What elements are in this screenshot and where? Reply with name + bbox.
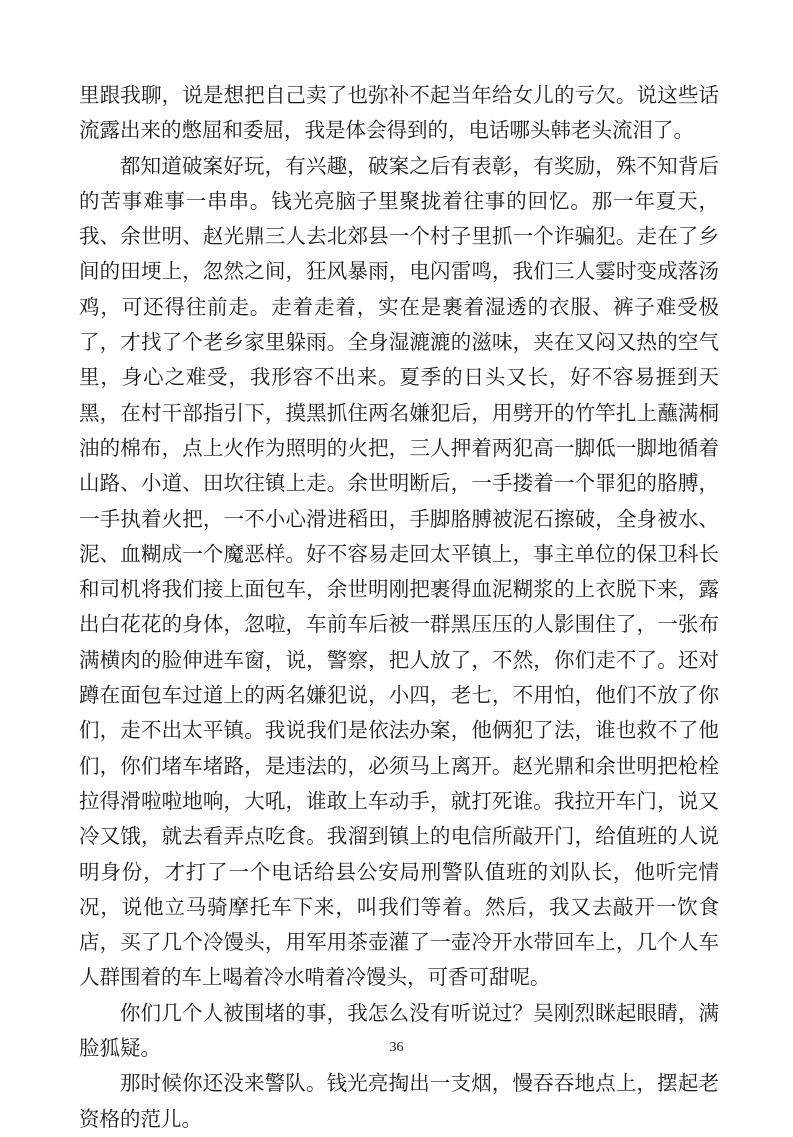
page-number: 36 xyxy=(389,1040,404,1055)
paragraph-1: 里跟我聊，说是想把自己卖了也弥补不起当年给女儿的亏欠。说这些话流露出来的憋屈和委屈，我是体会得到的，电话哪头韩老头流泪了。 xyxy=(79,83,719,143)
body-text xyxy=(79,78,719,1137)
paragraph-4: 那时候你还没来警队。钱光亮掏出一支烟，慢吞吞地点上，摆起老资格的范儿。 xyxy=(79,1071,719,1131)
paragraph-2: 都知道破案好玩，有兴趣，破案之后有表彰，有奖励，殊不知背后的苦事难事一串串。钱光亮脑子里聚拢着往事的回忆。那一年夏天，我、余世明、赵光鼎三人去北郊县一个村子里抓一个诈骗犯。走在了乡间的田埂上，忽然之间，狂风暴雨，电闪雷鸣，我们三人霎时变成落汤鸡，可还得往前走。走着走着，实在是裹着湿透的衣服、裤子难受极了，才找了个老乡家里躲雨。全身湿漉漉的滋味，夹在又闷又热的空气里，身心之难受，我形容不出来。夏季的日头又长，好不容易捱到天黑，在村干部指引下，摸黑抓住两名嫌犯后，用劈开的竹竿扎上蘸满桐油的棉布，点上火作为照明的火把，三人押着两犯高一脚低一脚地循着山路、小道、田坎往镇上走。余世明断后，一手搂着一个罪犯的胳膊，一手执着火把，一不小心滑进稻田，手脚胳膊被泥石擦破，全身被水、泥、血糊成一个魔恶样。好不容易走回太平镇上，事主单位的保卫科长和司机将我们接上面包车，余世明刚把裹得血泥糊浆的上衣脱下来，露出白花花的身体，忽啦，车前车后被一群黑压压的人影围住了，一张布满横肉的脸伸进车窗，说，警察，把人放了，不然，你们走不了。还对蹲在面包车过道上的两名嫌犯说，小四，老七，不用怕，他们不放了你们，走不出太平镇。我说我们是依法办案，他俩犯了法，谁也救不了他们，你们堵车堵路，是违法的，必须马上离开。赵光鼎和余世明把枪栓拉得滑啦啦地响，大吼，谁敢上车动手，就打死谁。我拉开车门，说又冷又饿，就去看弄点吃食。我溜到镇上的电信所敲开门，给值班的人说明身份，才打了一个电话给县公安局刑警队值班的刘队长，他听完情况，说他立马骑摩托车下来，叫我们等着。然后，我又去敲开一饮食店，买了几个冷馒头，用军用茶壶灌了一壶冷开水带回车上，几个人车人群围着的车上喝着冷水啃着冷馒头，可香可甜呢。 xyxy=(79,153,719,990)
paragraph-3: 你们几个人被围堵的事，我怎么没有听说过？吴刚烈眯起眼睛，满脸狐疑。 xyxy=(79,1000,719,1061)
